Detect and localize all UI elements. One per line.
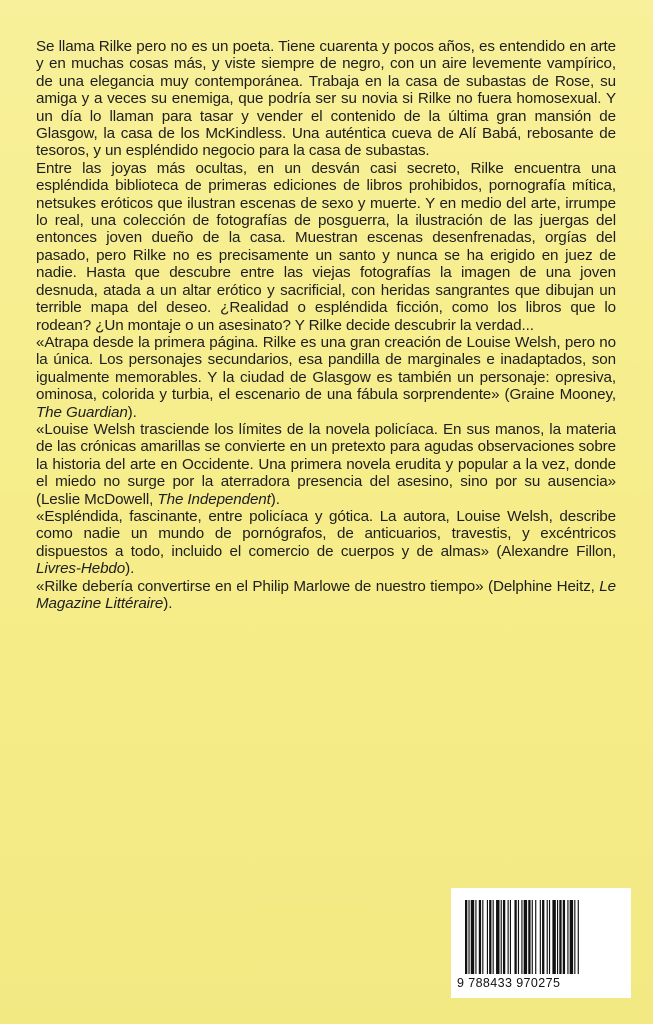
review-close: ). bbox=[163, 595, 173, 612]
barcode-bar bbox=[557, 900, 558, 974]
review-source: The Independent bbox=[157, 490, 271, 508]
barcode-bar bbox=[465, 900, 467, 974]
review-quote: «Espléndida, fascinante, entre policíaca y gótica. La autora, Louise Welsh, describe como nadie un mundo de pornógrafos, de anticuarios, travestis, y excéntricos dispuestos a todo, incluido el comercio de cuerpos y de almas» (Alexandre Fillon, bbox=[36, 507, 616, 560]
barcode-bar bbox=[487, 900, 488, 974]
barcode-bar bbox=[508, 900, 509, 974]
review-quote: «Louise Welsh trasciende los límites de la novela policíaca. En sus manos, la materia de las crónicas amarillas se convierte en un pretexto para agudas observaciones sobre la historia del arte en Occidente. Una primera novela erudita y popular a la vez, donde el miedo no surge por la aterradora presencia del asesino, sino por su ausencia» (Leslie McDowell, bbox=[36, 420, 616, 508]
barcode-bar bbox=[521, 900, 522, 974]
barcode-bar bbox=[535, 900, 536, 974]
review-source: Le Magazine Littéraire bbox=[36, 577, 616, 612]
barcode-bar bbox=[574, 900, 575, 974]
barcode-bar bbox=[542, 900, 544, 974]
barcode-bar bbox=[559, 900, 561, 974]
review-quote: «Atrapa desde la primera página. Rilke es una gran creación de Louise Welsh, pero no la única. Los personajes secundarios, esa pandilla de marginales e inadaptados, son igualmente memorables. Y la ciudad de Glasgow es también un personaje: opresiva, ominosa, colorida y turbia, el escenario de una fábula sorprendente» (Graine Mooney, bbox=[36, 333, 616, 404]
barcode-bar bbox=[518, 900, 519, 974]
barcode-bar bbox=[493, 900, 494, 974]
review-livres-hebdo bbox=[36, 508, 616, 578]
review-source: The Guardian bbox=[36, 403, 128, 421]
barcode-bar bbox=[510, 900, 511, 974]
review-source: Livres-Hebdo bbox=[36, 560, 126, 578]
review-magazine-litteraire bbox=[36, 578, 616, 613]
barcode-bar bbox=[532, 900, 533, 974]
synopsis-paragraph-1: Se llama Rilke pero no es un poeta. Tiene cuarenta y pocos años, es entendido en arte y en muchas cosas más, y viste siempre de negro, con un aire levemente vampírico, de una elegancia muy contemporánea. Trabaja en la casa de subastas de Rose, su amiga y a veces su enemiga, que podría ser su novia si Rilke no fuera homosexual. Y un día lo llaman para tasar y vender el contenido de la última gran mansión de Glasgow, la casa de los McKindless. Una auténtica cueva de Alí Babá, rebosante de tesoros, y un espléndido negocio para la casa de subastas. bbox=[36, 38, 616, 160]
review-close: ). bbox=[127, 403, 137, 421]
barcode-bar bbox=[547, 900, 548, 974]
barcode-bar bbox=[549, 900, 550, 974]
isbn-number: 9 788433 970275 bbox=[457, 976, 561, 990]
review-independent bbox=[36, 421, 616, 508]
barcode-bar bbox=[570, 900, 573, 974]
review-quote: «Rilke debería convertirse en el Philip Marlowe de nuestro tiempo» (Delphine Heitz, bbox=[36, 577, 600, 595]
review-guardian bbox=[36, 334, 616, 421]
barcode-bar bbox=[563, 900, 565, 974]
barcode-bar bbox=[468, 900, 469, 974]
barcode-bar bbox=[503, 900, 505, 974]
barcode-bar bbox=[489, 900, 491, 974]
barcode-bar bbox=[471, 900, 474, 974]
review-close: ). bbox=[270, 490, 280, 508]
barcode-bar bbox=[501, 900, 502, 974]
synopsis-paragraph-2: Entre las joyas más ocultas, en un desván casi secreto, Rilke encuentra una espléndida biblioteca de primeras ediciones de libros prohibidos, pornografía mítica, netsukes eróticos que ilustran escenas de sexo y muerte. Y en medio del arte, irrumpe lo real, una colección de fotografías de posguerra, la ilustración de las juergas del entonces joven dueño de la casa. Muestran escenas desenfrenadas, orgías del pasado, pero Rilke no es precisamente un santo y nunca se ha erigido en juez de nadie. Hasta que descubre entre las viejas fotografías la imagen de una joven desnuda, atada a un altar erótico y sacrificial, con heridas sangrantes que dibujan un terrible mapa del deseo. ¿Realidad o espléndida ficción, como los libros que lo rodean? ¿Un montaje o un asesinato? Y Rilke decide descubrir la verdad... bbox=[36, 159, 616, 334]
back-cover-text bbox=[36, 38, 616, 612]
barcode-bar bbox=[475, 900, 476, 974]
barcode-bar bbox=[552, 900, 555, 974]
review-close: ). bbox=[125, 560, 135, 578]
barcode-bar bbox=[567, 900, 568, 974]
barcode-bar bbox=[524, 900, 527, 974]
barcode-bar bbox=[479, 900, 481, 974]
barcode-bar bbox=[496, 900, 499, 974]
barcode-bar bbox=[578, 900, 579, 974]
barcode-bar bbox=[540, 900, 541, 974]
barcode-bar bbox=[514, 900, 516, 974]
barcode-bars bbox=[465, 900, 621, 974]
barcode-bar bbox=[482, 900, 483, 974]
barcode-bar bbox=[528, 900, 530, 974]
isbn-barcode bbox=[451, 888, 631, 998]
